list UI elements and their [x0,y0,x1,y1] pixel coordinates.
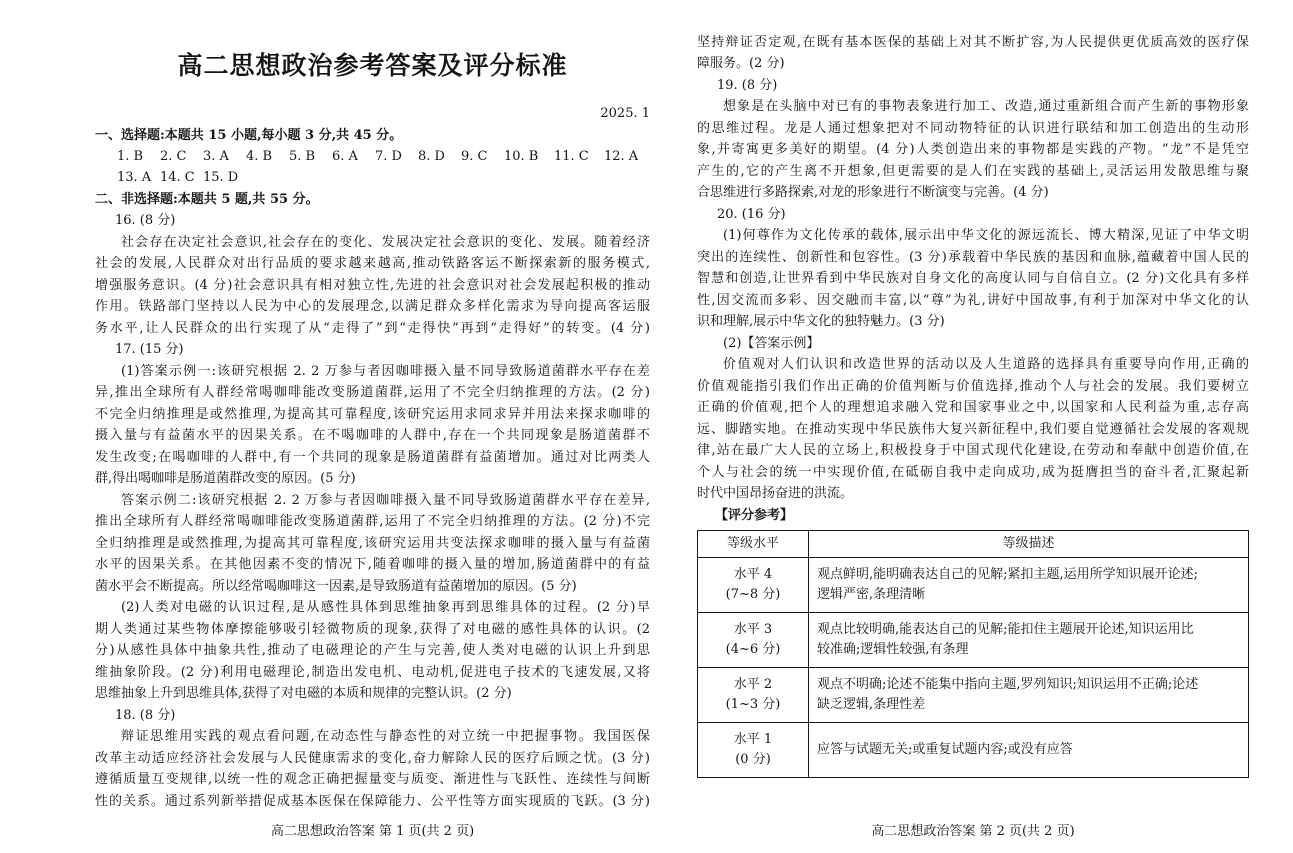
answer-text-line: 不完全归纳推理是或然推理,为提高其可靠程度,该研究运用求同求异并用法来探求咖啡的 [95,407,650,422]
answer-item: 10. B [504,149,539,164]
answer-text-line: 障服务。(2 分) [697,56,785,71]
answer-text-line: 象,并寄寓更多美好的期望。(4 分)人类创造出来的事物都是实践的产物。“龙”不是凭空 [697,142,1249,157]
answer-text-line: (1)何尊作为文化传承的载体,展示出中华文化的源远流长、博大精深,见证了中华文明 [723,228,1249,243]
question-heading: 18. (8 分) [115,708,176,723]
answer-text-line: 想象是在头脑中对已有的事物表象进行加工、改造,通过重新组合而产生新的事物形象 [723,99,1249,114]
rubric-level: 水平 3 [733,622,773,637]
rubric-level: 水平 2 [733,677,773,692]
answer-item: 2. C [160,149,187,164]
answer-item: 1. B [117,149,144,164]
rubric-title: 【评分参考】 [715,508,794,523]
answer-text-line: 遵循质量互变规律,以统一性的观念正确把握量变与质变、渐进性与飞跃性、连续性与间断 [95,772,650,787]
answer-text-line: 价值观对人们认识和改造世界的活动以及人生道路的选择具有重要导向作用,正确的 [723,357,1249,372]
answer-text-line: 维抽象阶段。(2 分)利用电磁理论,制造出发电机、电动机,促进电子技术的飞速发展,又将 [95,665,650,680]
rubric-header-row [698,531,1249,558]
answer-text-line: 社会存在决定社会意识,社会存在的变化、发展决定社会意识的变化、发展。随着经济 [121,235,650,250]
answer-item: 5. B [289,149,316,164]
question-heading: 17. (15 分) [115,342,184,357]
answer-text-line: 增强服务意识。(4 分)社会意识具有相对独立性,先进的社会意识对社会发展起积极的推动 [95,278,650,293]
rubric-range: (0 分) [735,752,771,767]
rubric-desc-cell [809,613,1249,668]
answer-item: 7. D [375,149,402,164]
rubric-desc: 观点鲜明,能明确表达自己的见解;紧扣主题,运用所学知识展开论述; [817,567,1199,582]
rubric-desc-cell [809,668,1249,723]
answer-text-line: 智慧和创造,让世界看到中华民族对自身文化的高度认同与自信自立。(2 分)文化具有多样 [697,271,1249,286]
question-heading: 19. (8 分) [717,78,778,93]
answer-text-line: 摄入量与有益菌水平的因果关系。在不喝咖啡的人群中,存在一个共同现象是肠道菌群不 [95,428,650,443]
rubric-desc: 缺乏逻辑,条理性差 [817,697,926,712]
answer-text-line: 辩证思维用实践的观点看问题,在动态性与静态性的对立统一中把握事物。我国医保 [121,729,650,744]
answer-item: 3. A [203,149,229,164]
answer-text-line: 作用。铁路部门坚持以人民为中心的发展理念,以满足群众多样化需求为导向提高客运服 [95,299,650,314]
answer-text-line: 突出的连续性、创新性和包容性。(3 分)承载着中华民族的基因和血脉,蕴藏着中国人民的 [697,250,1249,265]
answer-example-heading: (2)【答案示例】 [723,336,820,351]
answer-text-line: 性,因交流而多彩、因交融而丰富,以“尊”为礼,讲好中国故事,有利于加深对中华文化的认 [697,293,1249,308]
answer-item: 12. A [604,149,639,164]
answer-text-line: 识和理解,展示中华文化的独特魅力。(3 分) [697,314,945,329]
answer-text-line: 期人类通过某些物体摩擦能够吸引轻微物质的现象,获得了对电磁的感性具体的认识。(2 [95,622,650,637]
rubric-level: 水平 4 [733,567,773,582]
question-heading: 16. (8 分) [115,213,176,228]
answer-text-line: 发生改变;在喝咖啡的人群中,有一个共同的现象是肠道菌群有益菌增加。通过对比两类人 [95,450,650,465]
answers-row-1 [117,147,654,167]
rubric-desc-cell [809,723,1249,778]
answer-text-line: 性的关系。通过系列新举措促成基本医保在保障能力、公平性等方面实现质的飞跃。(3 分) [95,794,650,809]
answer-text-line: 菌水平会不断提高。所以经常喝咖啡这一因素,是导致肠道有益菌增加的原因。(5 分) [95,579,577,594]
answer-text-line: 社会的发展,人民群众对出行品质的要求越来越高,推动铁路客运不断探索新的服务模式, [95,256,650,271]
answer-item: 14. C [160,170,195,185]
answer-item: 6. A [332,149,358,164]
answer-item: 13. A [117,170,152,185]
answer-text-line: 个人与社会的统一中实现价值,在砥砺自我中走向成功,成为挺膺担当的奋斗者,汇聚起新 [697,465,1249,480]
answer-text-line: 思维抽象上升到思维具体,获得了对电磁的本质和规律的完整认识。(2 分) [95,686,512,701]
rubric-header-level: 等级水平 [698,531,809,558]
answer-text-line: 推出全球所有人群经常喝咖啡能改变肠道菌群,运用了不完全归纳推理的方法。(2 分)不完 [95,514,650,529]
rubric-level-cell [698,723,809,778]
answer-text-line: 合思维进行多路探索,对龙的形象进行不断演变与完善。(4 分) [697,185,1049,200]
section2-header: 二、非选择题:本题共 5 题,共 55 分。 [95,192,319,207]
rubric-row [698,668,1249,723]
rubric-row [698,723,1249,778]
answer-text-line: 价值观能指引我们作出正确的价值判断与价值选择,推动个人与社会的发展。我们要树立 [697,379,1249,394]
rubric-level-cell [698,668,809,723]
answer-item: 4. B [246,149,273,164]
answer-item: 9. C [461,149,488,164]
answer-text-line: 产生的,它的产生离不开想象,但更需要的是人们在实践的基础上,灵活运用发散思维与聚 [697,164,1249,179]
answer-text-line: 分)从感性具体中抽象共性,推动了电磁理论的产生与完善,使人类对电磁的认识上升到思 [95,643,650,658]
rubric-level-cell [698,613,809,668]
rubric-desc: 较准确;逻辑性较强,有条理 [817,642,969,657]
answer-text-line: 答案示例二:该研究根据 2. 2 万参与者因咖啡摄入量不同导致肠道菌群水平存在差异, [121,493,650,508]
answer-text-line: 远、脚踏实地。在推动实现中华民族伟大复兴新征程中,我们要自觉遵循社会发展的客观规 [697,422,1249,437]
rubric-row [698,613,1249,668]
rubric-desc: 观点不明确;论述不能集中指向主题,罗列知识;知识运用不正确;论述 [817,677,1199,692]
rubric-range: (7~8 分) [725,587,781,602]
answer-text-line: 时代中国昂扬奋进的洪流。 [697,486,854,501]
answer-item: 8. D [418,149,445,164]
answer-text-line: (1)答案示例一:该研究根据 2. 2 万参与者因咖啡摄入量不同导致肠道菌群水平存在差 [121,364,650,379]
answer-text-line: 的思维过程。龙是人通过想象把对不同动物特征的认识进行联结和加工创造出的生动形 [697,121,1249,136]
rubric-header-desc: 等级描述 [809,531,1249,558]
exam-date: 2025. 1 [600,106,650,121]
rubric-desc-cell [809,558,1249,613]
answer-text-line: 异,推出全球所有人群经常喝咖啡能改变肠道菌群,运用了不完全归纳推理的方法。(2 分) [95,385,650,400]
answer-text-line: 群,得出喝咖啡是肠道菌群改变的原因。(5 分) [95,471,356,486]
answer-text-line: 改革主动适应经济社会发展与人民健康需求的变化,奋力解除人民的医疗后顾之忧。(3 分) [95,751,650,766]
rubric-row [698,558,1249,613]
rubric-level-cell [698,558,809,613]
rubric-level: 水平 1 [733,732,773,747]
section1-header: 一、选择题:本题共 15 小题,每小题 3 分,共 45 分。 [95,128,403,143]
rubric-range: (4~6 分) [725,642,781,657]
answers-row-2 [117,168,246,188]
rubric-range: (1~3 分) [725,697,781,712]
rubric-table [697,530,1249,778]
question-heading: 20. (16 分) [717,207,786,222]
rubric-desc: 逻辑严密,条理清晰 [817,587,926,602]
rubric-desc: 应答与试题无关;或重复试题内容;或没有应答 [817,742,1073,757]
answer-text-line: 水平的因果关系。在其他因素不变的情况下,随着咖啡的摄入量的增加,肠道菌群中的有益 [95,557,650,572]
answer-text-line: 坚持辩证否定观,在既有基本医保的基础上对其不断扩容,为人民提供更优质高效的医疗保 [697,35,1249,50]
answer-text-line: 全归纳推理是或然推理,为提高其可靠程度,该研究运用共变法探求咖啡的摄入量与有益菌 [95,536,650,551]
answer-text-line: 律,站在最广大人民的立场上,积极投身于中国式现代化建设,在劳动和奉献中创造价值,在 [697,443,1249,458]
answer-text-line: (2)人类对电磁的认识过程,是从感性具体到思维抽象再到思维具体的过程。(2 分)早 [121,600,650,615]
page-title: 高二思想政治参考答案及评分标准 [177,51,568,80]
answer-text-line: 正确的价值观,把个人的理想追求融入党和国家事业之中,以国家和人民利益为重,志存高 [697,400,1249,415]
page-footer: 高二思想政治答案 第 2 页(共 2 页) [871,824,1075,839]
page-footer: 高二思想政治答案 第 1 页(共 2 页) [270,824,475,839]
answer-item: 11. C [554,149,589,164]
rubric-desc: 观点比较明确,能表达自己的见解;能扣住主题展开论述,知识运用比 [817,622,1194,637]
answer-text-line: 务水平,让人民群众的出行实现了从“走得了”到“走得快”再到“走得好”的转变。(4 分) [95,321,650,336]
answer-item: 15. D [203,170,239,185]
